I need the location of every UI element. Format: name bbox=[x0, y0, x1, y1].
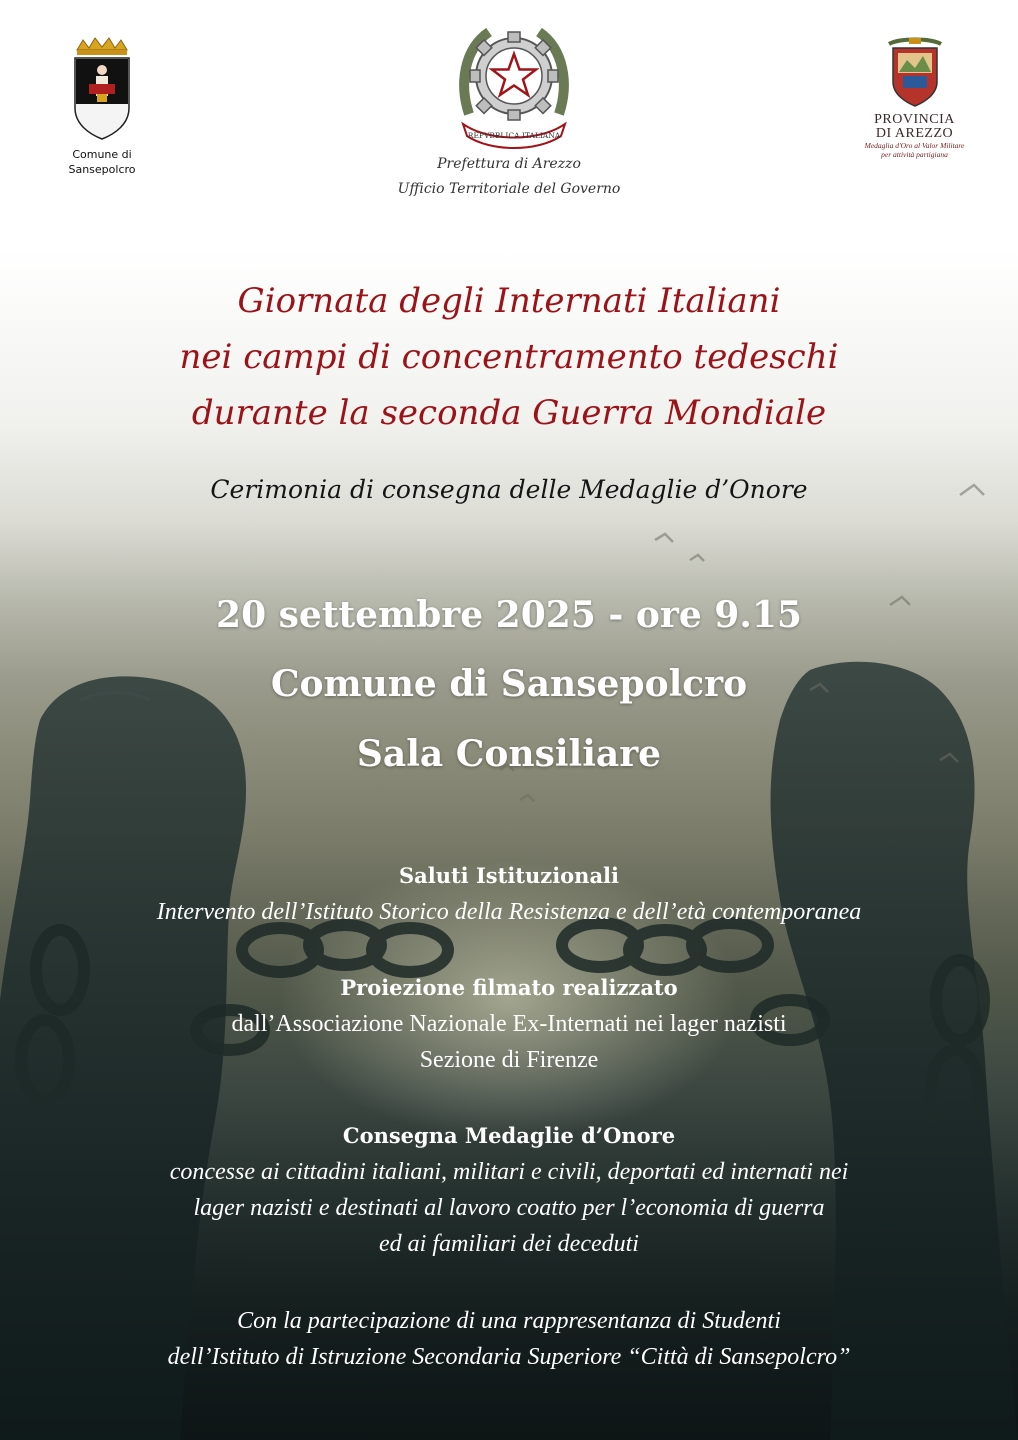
prefettura-line1: Prefettura di Arezzo bbox=[437, 156, 581, 172]
ceremony-subtitle: Cerimonia di consegna delle Medaglie d’Onore bbox=[210, 475, 808, 504]
proiezione-line2: Sezione di Firenze bbox=[419, 1047, 599, 1073]
saluti-text: Intervento dell’Istituto Storico della Resistenza e dell’età contemporanea bbox=[156, 899, 862, 925]
repubblica-italiana-emblem bbox=[449, 14, 579, 149]
provincia-caption-line4: per attività partigiana bbox=[881, 150, 948, 159]
emblem-ribbon-text: REPVBBLICA ITALIANA bbox=[467, 131, 561, 140]
event-place: Comune di Sansepolcro bbox=[270, 663, 748, 705]
event-title bbox=[0, 273, 1018, 441]
provincia-caption-line2: DI AREZZO bbox=[875, 126, 954, 141]
provincia-arezzo-logo bbox=[852, 36, 977, 159]
program-consegna bbox=[0, 1118, 1018, 1262]
closing-line2: dell’Istituto di Istruzione Secondaria Superiore “Città di Sansepolcro” bbox=[167, 1344, 851, 1370]
closing-line1: Con la partecipazione di una rappresentanza di Studenti bbox=[237, 1308, 781, 1334]
comune-sansepolcro-logo bbox=[62, 36, 142, 176]
title-line1: Giornata degli Internati Italiani bbox=[237, 281, 781, 321]
arezzo-crest-icon bbox=[885, 36, 945, 108]
event-date-time: 20 settembre 2025 - ore 9.15 bbox=[216, 594, 802, 636]
italian-emblem-icon bbox=[449, 14, 579, 149]
provincia-caption-line3: Medaglia d'Oro al Valor Militare bbox=[864, 141, 965, 150]
consegna-line1: concesse ai cittadini italiani, militari e civili, deportati ed internati nei bbox=[169, 1159, 849, 1185]
consegna-line2: lager nazisti e destinati al lavoro coatto per l’economia di guerra bbox=[193, 1195, 825, 1221]
saluti-heading: Saluti Istituzionali bbox=[398, 863, 620, 888]
title-line3: durante la seconda Guerra Mondiale bbox=[191, 393, 827, 433]
title-line2: nei campi di concentramento tedeschi bbox=[179, 337, 839, 377]
program-closing bbox=[0, 1303, 1018, 1375]
consegna-line3: ed ai familiari dei deceduti bbox=[379, 1231, 639, 1257]
sansepolcro-crest-icon bbox=[69, 36, 135, 141]
provincia-caption-line1: PROVINCIA bbox=[874, 112, 955, 127]
program-proiezione bbox=[0, 970, 1018, 1078]
comune-caption-line2: Sansepolcro bbox=[68, 163, 136, 176]
consegna-heading: Consegna Medaglie d’Onore bbox=[342, 1123, 676, 1148]
prefettura-line2: Ufficio Territoriale del Governo bbox=[397, 181, 621, 197]
proiezione-heading: Proiezione filmato realizzato bbox=[340, 975, 678, 1000]
event-room: Sala Consiliare bbox=[356, 733, 662, 775]
program-saluti bbox=[0, 858, 1018, 930]
proiezione-line1: dall’Associazione Nazionale Ex-Internati nei lager nazisti bbox=[231, 1011, 787, 1037]
comune-caption-line1: Comune di bbox=[72, 148, 132, 161]
